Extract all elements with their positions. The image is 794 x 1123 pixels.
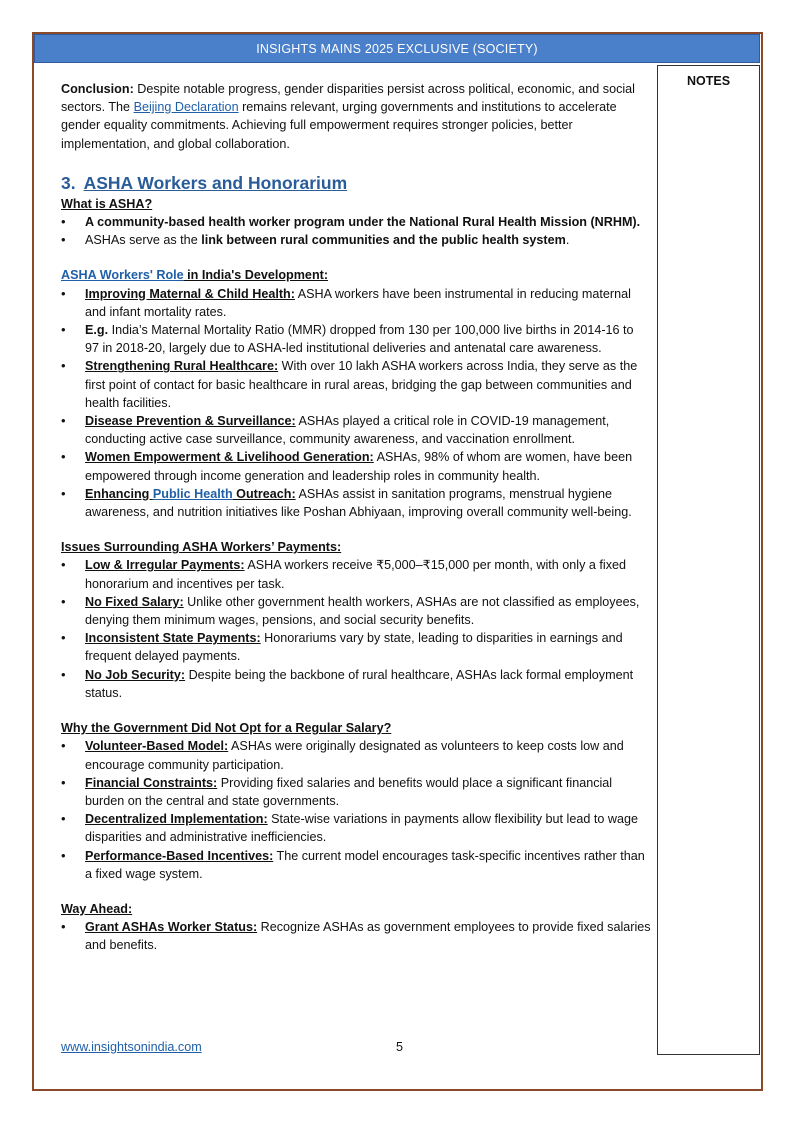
why-heading: Why the Government Did Not Opt for a Regular Salary?	[61, 721, 392, 736]
item-label: Financial Constraints:	[85, 775, 218, 790]
item-text: With over 10 lakh ASHA workers across India, they serve as the first point of contact for basic healthcare in rural areas, bridging the gap between communities and health facilities.	[85, 359, 638, 410]
conclusion-text-1: Despite notable progress, gender disparities persist across political, economic, and social sectors. The	[61, 82, 635, 115]
item-text: ASHAs assist in sanitation programs, menstrual hygiene awareness, and nutrition initiatives like Poshan Abhiyaan, improving overall community well-being.	[85, 486, 632, 520]
asha-role-link[interactable]: ASHA Workers' Role	[61, 268, 184, 283]
list-item	[61, 321, 651, 357]
conclusion-paragraph	[61, 80, 651, 153]
role-heading-rest: in India's Development:	[183, 268, 329, 283]
item-text: Providing fixed salaries and benefits would place a significant financial burden on the central and state governments.	[85, 775, 613, 808]
item-bold: link between rural communities and the public health system	[201, 233, 566, 248]
section-heading	[61, 172, 651, 194]
list-item	[61, 412, 651, 448]
list-item	[61, 593, 651, 629]
issues-list	[61, 556, 651, 702]
item-text: ASHAs serve as the	[85, 233, 202, 248]
item-label: Disease Prevention & Surveillance:	[85, 414, 296, 429]
list-item	[61, 847, 651, 883]
what-is-heading: What is ASHA?	[61, 196, 153, 211]
list-item	[61, 231, 651, 249]
main-content	[61, 80, 651, 955]
item-label: No Job Security:	[85, 667, 186, 682]
list-item	[61, 810, 651, 846]
list-item	[61, 556, 651, 592]
item-label: Strengthening Rural Healthcare:	[85, 359, 279, 374]
item-label: Performance-Based Incentives:	[85, 848, 274, 863]
item-text: India’s Maternal Mortality Ratio (MMR) dropped from 130 per 100,000 live births in 2014-16 to 97 in 2018-20, largely due to ASHA-led institutional deliveries and antenatal care awareness.	[85, 323, 634, 356]
beijing-declaration-link[interactable]: Beijing Declaration	[133, 100, 239, 115]
way-ahead-list	[61, 918, 651, 954]
list-item	[61, 285, 651, 321]
item-label: Grant ASHAs Worker Status:	[85, 920, 258, 935]
item-label: Women Empowerment & Livelihood Generation:	[85, 450, 374, 465]
item-text: The current model encourages task-specific incentives rather than a fixed wage system.	[85, 848, 645, 881]
list-item	[61, 448, 651, 484]
item-text: Despite being the backbone of rural healthcare, ASHAs lack formal employment status.	[85, 667, 634, 700]
item-label: Decentralized Implementation:	[85, 812, 268, 827]
section-title: ASHA Workers and Honorarium	[83, 172, 348, 193]
website-link[interactable]: www.insightsonindia.com	[61, 1040, 202, 1054]
list-item	[61, 774, 651, 810]
item-label: Volunteer-Based Model:	[85, 739, 229, 754]
list-item	[61, 737, 651, 773]
what-is-list	[61, 213, 651, 249]
list-item	[61, 666, 651, 702]
item-label: No Fixed Salary:	[85, 594, 184, 609]
item-label: Outreach:	[232, 486, 296, 501]
item-text: .	[565, 233, 570, 248]
item-label: Inconsistent State Payments:	[85, 631, 261, 646]
item-text: Recognize ASHAs as government employees to provide fixed salaries and benefits.	[85, 920, 651, 953]
item-label: Enhancing	[85, 486, 153, 501]
way-ahead-heading: Way Ahead:	[61, 901, 133, 916]
item-text: ASHAs played a critical role in COVID-19 management, conducting active case surveillance, community awareness, and vaccination enrollment.	[85, 414, 610, 447]
item-label: Improving Maternal & Child Health:	[85, 286, 295, 301]
page-number: 5	[396, 1040, 404, 1054]
section-number: 3.	[61, 172, 76, 193]
item-text: Honorariums vary by state, leading to disparities in earnings and frequent delayed payments.	[85, 631, 623, 664]
list-item	[61, 485, 651, 521]
header-title: INSIGHTS MAINS 2025 EXCLUSIVE (SOCIETY)	[256, 41, 538, 56]
public-health-link[interactable]: Public Health	[152, 486, 233, 501]
item-text: State-wise variations in payments allow flexibility but lead to wage disparities and administrative inefficiencies.	[85, 812, 638, 845]
item-label: Low & Irregular Payments:	[85, 558, 245, 573]
list-item	[61, 213, 651, 231]
item-text: ASHA workers have been instrumental in reducing maternal and infant mortality rates.	[85, 286, 631, 319]
role-list	[61, 285, 651, 522]
why-list	[61, 737, 651, 883]
list-item	[61, 918, 651, 954]
item-text: ASHAs, 98% of whom are women, have been empowered through income generation and leadership roles in community health.	[85, 450, 633, 483]
item-text: ASHA workers receive ₹5,000–₹15,000 per month, with only a fixed honorarium and incentives per task.	[85, 558, 627, 591]
notes-panel	[657, 65, 760, 1055]
role-heading	[61, 266, 651, 284]
item-text: ASHAs were originally designated as volunteers to keep costs low and encourage community participation.	[85, 739, 624, 772]
item-label: E.g.	[85, 323, 109, 338]
notes-title: NOTES	[686, 74, 731, 88]
conclusion-label: Conclusion:	[61, 82, 134, 96]
item-bold: A community-based health worker program under the National Rural Health Mission (NRHM).	[85, 215, 641, 230]
item-text: Unlike other government health workers, ASHAs are not classified as employees, denying them minimum wages, pensions, and social security benefits.	[85, 594, 640, 628]
list-item	[61, 357, 651, 412]
conclusion-text-2: remains relevant, urging governments and institutions to accelerate gender equality commitments. Achieving full empowerment requires stronger policies, better implementation, and global collaboration.	[61, 100, 617, 151]
list-item	[61, 629, 651, 665]
header-banner	[34, 34, 760, 63]
issues-heading: Issues Surrounding ASHA Workers’ Payments:	[61, 540, 342, 555]
